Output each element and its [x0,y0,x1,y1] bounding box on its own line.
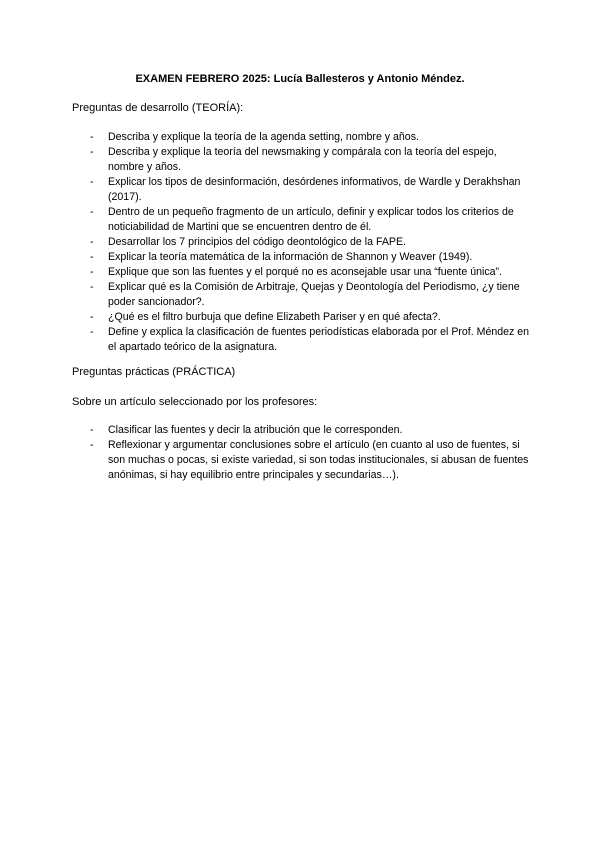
question-text: Dentro de un pequeño fragmento de un artículo, definir y explicar todos los criterios de noticiabilidad de Martini que se encuentren dentro de él. [108,206,514,233]
list-item [90,423,530,438]
bullet-dash: - [90,281,94,293]
question-text: ¿Qué es el filtro burbuja que define Elizabeth Pariser y en qué afecta?. [108,311,441,323]
exam-title: EXAMEN FEBRERO 2025: Lucía Ballesteros y Antonio Méndez. [135,73,465,85]
list-item [90,145,530,175]
bullet-dash: - [90,131,94,143]
bullet-dash: - [90,439,94,451]
bullet-dash: - [90,424,94,436]
theory-heading: Preguntas de desarrollo (TEORÍA): [72,102,244,114]
theory-question-list [90,130,530,355]
bullet-dash: - [90,266,94,278]
bullet-dash: - [90,326,94,338]
practice-intro: Sobre un artículo seleccionado por los profesores: [72,396,318,408]
list-item [90,438,530,483]
question-text: Reflexionar y argumentar conclusiones sobre el artículo (en cuanto al uso de fuentes, si son muchas o pocas, si existe variedad, si son todas institucionales, si abusan de fuentes anónimas, si hay equilibrio entre principales y secundarias…). [108,439,529,481]
question-text: Describa y explique la teoría del newsmaking y compárala con la teoría del espejo, nombre y años. [108,146,497,173]
list-item [90,130,530,145]
list-item [90,175,530,205]
list-item [90,235,530,250]
question-text: Explicar qué es la Comisión de Arbitraje, Quejas y Deontología del Periodismo, ¿y tiene poder sancionador?. [108,281,520,308]
question-text: Explicar los tipos de desinformación, desórdenes informativos, de Wardle y Derakhshan (2017). [108,176,521,203]
list-item [90,205,530,235]
list-item [90,280,530,310]
question-text: Desarrollar los 7 principios del código deontológico de la FAPE. [108,236,406,248]
bullet-dash: - [90,206,94,218]
question-text: Define y explica la clasificación de fuentes periodísticas elaborada por el Prof. Méndez en el apartado teórico de la asignatura. [108,326,530,353]
bullet-dash: - [90,251,94,263]
practice-question-list [90,423,530,483]
list-item [90,250,530,265]
list-item [90,325,530,355]
question-text: Explique que son las fuentes y el porqué no es aconsejable usar una “fuente única”. [108,266,502,278]
question-text: Explicar la teoría matemática de la información de Shannon y Weaver (1949). [108,251,473,263]
bullet-dash: - [90,146,94,158]
question-text: Describa y explique la teoría de la agenda setting, nombre y años. [108,131,419,143]
list-item [90,265,530,280]
practice-heading: Preguntas prácticas (PRÁCTICA) [72,366,236,378]
question-text: Clasificar las fuentes y decir la atribución que le corresponden. [108,424,403,436]
bullet-dash: - [90,176,94,188]
list-item [90,310,530,325]
bullet-dash: - [90,311,94,323]
bullet-dash: - [90,236,94,248]
